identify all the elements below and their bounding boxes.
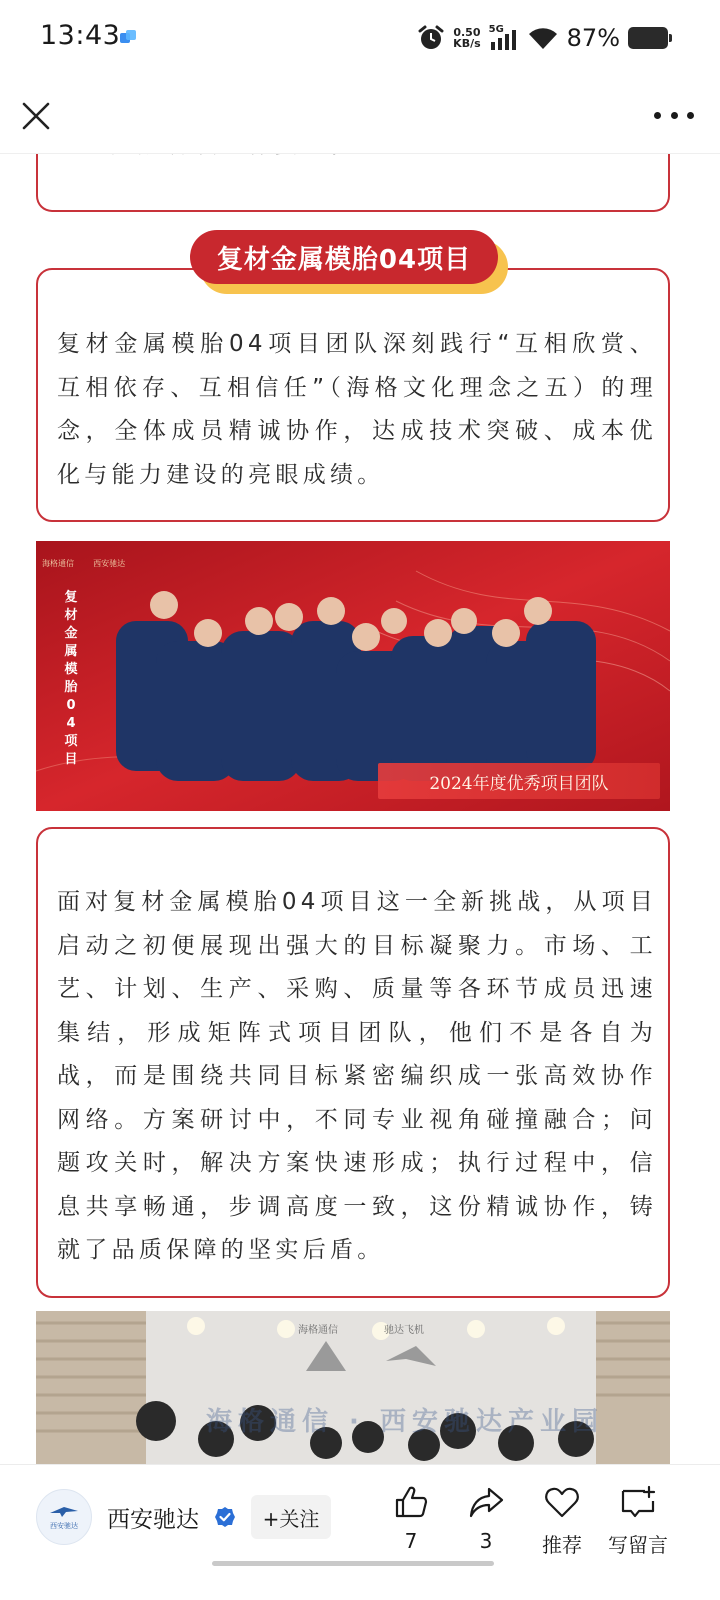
battery-percent: 87% [566,24,620,52]
group-photo[interactable] [36,1311,670,1471]
like-button[interactable] [376,1483,446,1553]
status-time: 13:43 [40,20,121,51]
body-paragraph: 面对复材金属模胎04项目这一全新挑战，从项目启动之初便展现出强大的目标凝聚力。市场、工艺、计划、生产、采购、质量等各环节成员迅速集结，形成矩阵式项目团队，他们不是各自为战，而是围绕共同目标紧密编织成一张高效协作网络。方案研讨中，不同专业视角碰撞融合；问题攻关时，解决方案快速形成；执行过程中，信息共享畅通，步调高度一致，这份精诚协作，铸就了品质保障的坚实后盾。 [57,889,657,1263]
bottom-action-bar [0,1464,720,1600]
group-photo-image [36,1311,670,1471]
logo-left-text: 海格通信 [42,559,74,568]
battery-icon [628,27,668,49]
account-avatar[interactable] [36,1489,92,1545]
share-button[interactable] [451,1483,521,1553]
more-options-button[interactable] [654,106,694,124]
more-dot-icon [687,112,694,119]
wall-logo-left: 海格通信 [298,1325,338,1336]
comment-label: 写留言 [608,1533,668,1557]
heart-icon [543,1483,581,1521]
wall-logo-right: 驰达飞机 [384,1325,424,1336]
thumbs-up-icon [392,1483,430,1521]
avatar-text: 西安驰达 [50,1522,78,1530]
section-title-badge [190,230,500,288]
team-photo[interactable] [36,541,670,811]
network-speed [453,27,480,49]
wall-text: 海格通信 · 西安驰达产业园 [206,1407,604,1437]
home-indicator[interactable] [212,1561,494,1566]
app-notification-icon [119,29,137,45]
wifi-icon [527,25,559,51]
more-dot-icon [671,112,678,119]
signal-type: 5G [488,24,504,35]
recommend-label: 推荐 [542,1533,582,1557]
write-comment-button[interactable] [603,1483,673,1558]
vertical-caption: 复材金属模胎04项目 [64,590,78,767]
alarm-icon [417,24,445,52]
net-speed-value: 0.50 [453,26,481,39]
more-dot-icon [654,112,661,119]
status-bar [0,0,720,76]
photo-caption: 2024年度优秀项目团队 [378,763,660,799]
close-icon[interactable] [18,98,54,134]
verified-badge-icon [214,1506,236,1528]
plane-logo-icon [48,1503,80,1519]
article-header [0,76,720,154]
signal-bars-icon [489,24,519,52]
account-name[interactable]: 西安驰达 [107,1507,199,1533]
cellular-signal [489,24,519,52]
section-title: 复材金属模胎04项目 [190,230,498,284]
recommend-button[interactable] [527,1483,597,1558]
photo-logos [42,551,125,570]
text-card [36,827,670,1298]
article-content[interactable] [0,154,720,1464]
intro-paragraph: 复材金属模胎04项目团队深刻践行“互相欣赏、互相依存、互相信任”（海格文化理念之五）的理念，全体成员精诚协作，达成技术突破、成本优化与能力建设的亮眼成绩。 [57,331,657,488]
logo-right-text: 西安驰达 [93,559,126,568]
follow-button[interactable]: +关注 [251,1495,331,1539]
share-icon [467,1483,505,1521]
net-speed-unit: KB/s [453,37,481,50]
comment-plus-icon [619,1483,657,1521]
share-count: 3 [479,1529,493,1553]
like-count: 7 [404,1529,418,1553]
text-card [36,268,670,522]
